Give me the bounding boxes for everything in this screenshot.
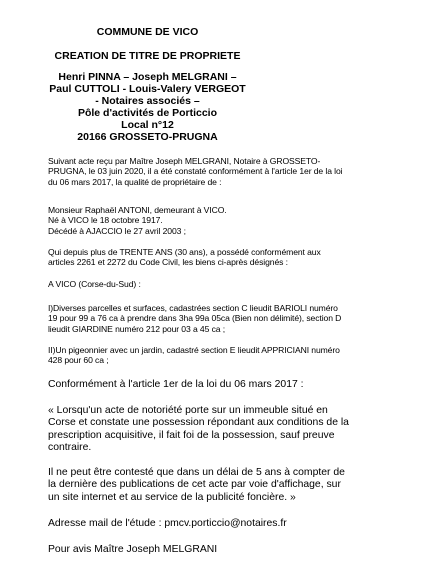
notaries-line: - Notaires associés – bbox=[95, 95, 200, 107]
text-line: contraire. bbox=[48, 442, 92, 454]
notaries-line: Pôle d'activités de Porticcio bbox=[77, 107, 218, 119]
notaries-line: Local n°12 bbox=[121, 119, 174, 131]
text-line: Suivant acte reçu par Maître Joseph MELGRANI, Notaire à GROSSETO- bbox=[48, 156, 321, 166]
possession-paragraph bbox=[48, 247, 393, 268]
text-line: Qui depuis plus de TRENTE ANS (30 ans), a possédé conformément aux bbox=[48, 247, 321, 257]
notaries-block bbox=[0, 71, 391, 143]
text-line: Né à VICO le 18 octobre 1917. bbox=[48, 215, 163, 226]
text-line: 428 pour 60 ca ; bbox=[48, 355, 109, 366]
quote-paragraph-1 bbox=[48, 405, 388, 455]
notaries-line: Henri PINNA – Joseph MELGRANI – bbox=[58, 71, 237, 83]
text-line: articles 2261 et 2272 du Code Civil, les biens ci-après désignés : bbox=[48, 257, 288, 268]
email-line: Adresse mail de l'étude : pmcv.porticcio@notaires.fr bbox=[48, 518, 287, 529]
parcels-paragraph-2 bbox=[48, 345, 393, 366]
text-line: Corse et constate une possession répondant aux conditions de la bbox=[48, 417, 349, 429]
notaries-line: 20166 GROSSETO-PRUGNA bbox=[77, 131, 218, 143]
location-line: A VICO (Corse-du-Sud) : bbox=[48, 279, 141, 289]
text-line: Monsieur Raphaël ANTONI, demeurant à VICO. bbox=[48, 205, 227, 215]
text-line: prescription acquisitive, il fait foi de la possession, sauf preuve bbox=[48, 429, 335, 441]
notice-title: CREATION DE TITRE DE PROPRIETE bbox=[54, 50, 241, 62]
text-line: Il ne peut être contesté que dans un délai de 5 ans à compter de bbox=[48, 467, 345, 478]
text-line: du 06 mars 2017, la qualité de propriétaire de : bbox=[48, 176, 222, 187]
text-line: la dernière des publications de cet acte par voie d'affichage, sur bbox=[48, 479, 341, 491]
commune-heading: COMMUNE DE VICO bbox=[96, 26, 199, 38]
text-line: Décédé à AJACCIO le 27 avril 2003 ; bbox=[48, 225, 186, 236]
text-line: lieudit GIARDINE numéro 212 pour 03 a 45 ca ; bbox=[48, 323, 226, 334]
signature-line: Pour avis Maître Joseph MELGRANI bbox=[48, 544, 218, 555]
text-line: PRUGNA, le 03 juin 2020, il a été constaté conformément à l'article 1er de la loi bbox=[48, 166, 343, 177]
text-line: « Lorsqu'un acte de notoriété porte sur un immeuble situé en bbox=[48, 405, 328, 416]
text-line: I)Diverses parcelles et surfaces, cadastrées section C lieudit BARIOLI numéro bbox=[48, 303, 338, 313]
conformity-line: Conformément à l'article 1er de la loi du 06 mars 2017 : bbox=[48, 379, 304, 390]
text-line: 19 pour 99 a 76 ca à prendre dans 3ha 99a 05ca (Bien non délimité), section D bbox=[48, 313, 342, 324]
owner-paragraph bbox=[48, 205, 393, 236]
intro-paragraph bbox=[48, 156, 393, 187]
notaries-line: Paul CUTTOLI - Louis-Valery VERGEOT bbox=[49, 83, 246, 95]
quote-paragraph-2 bbox=[48, 467, 388, 504]
text-line: II)Un pigeonnier avec un jardin, cadastré section E lieudit APPRICIANI numéro bbox=[48, 345, 340, 355]
parcels-paragraph-1 bbox=[48, 303, 393, 334]
text-line: un site internet et au service de la publicité foncière. » bbox=[48, 491, 296, 503]
